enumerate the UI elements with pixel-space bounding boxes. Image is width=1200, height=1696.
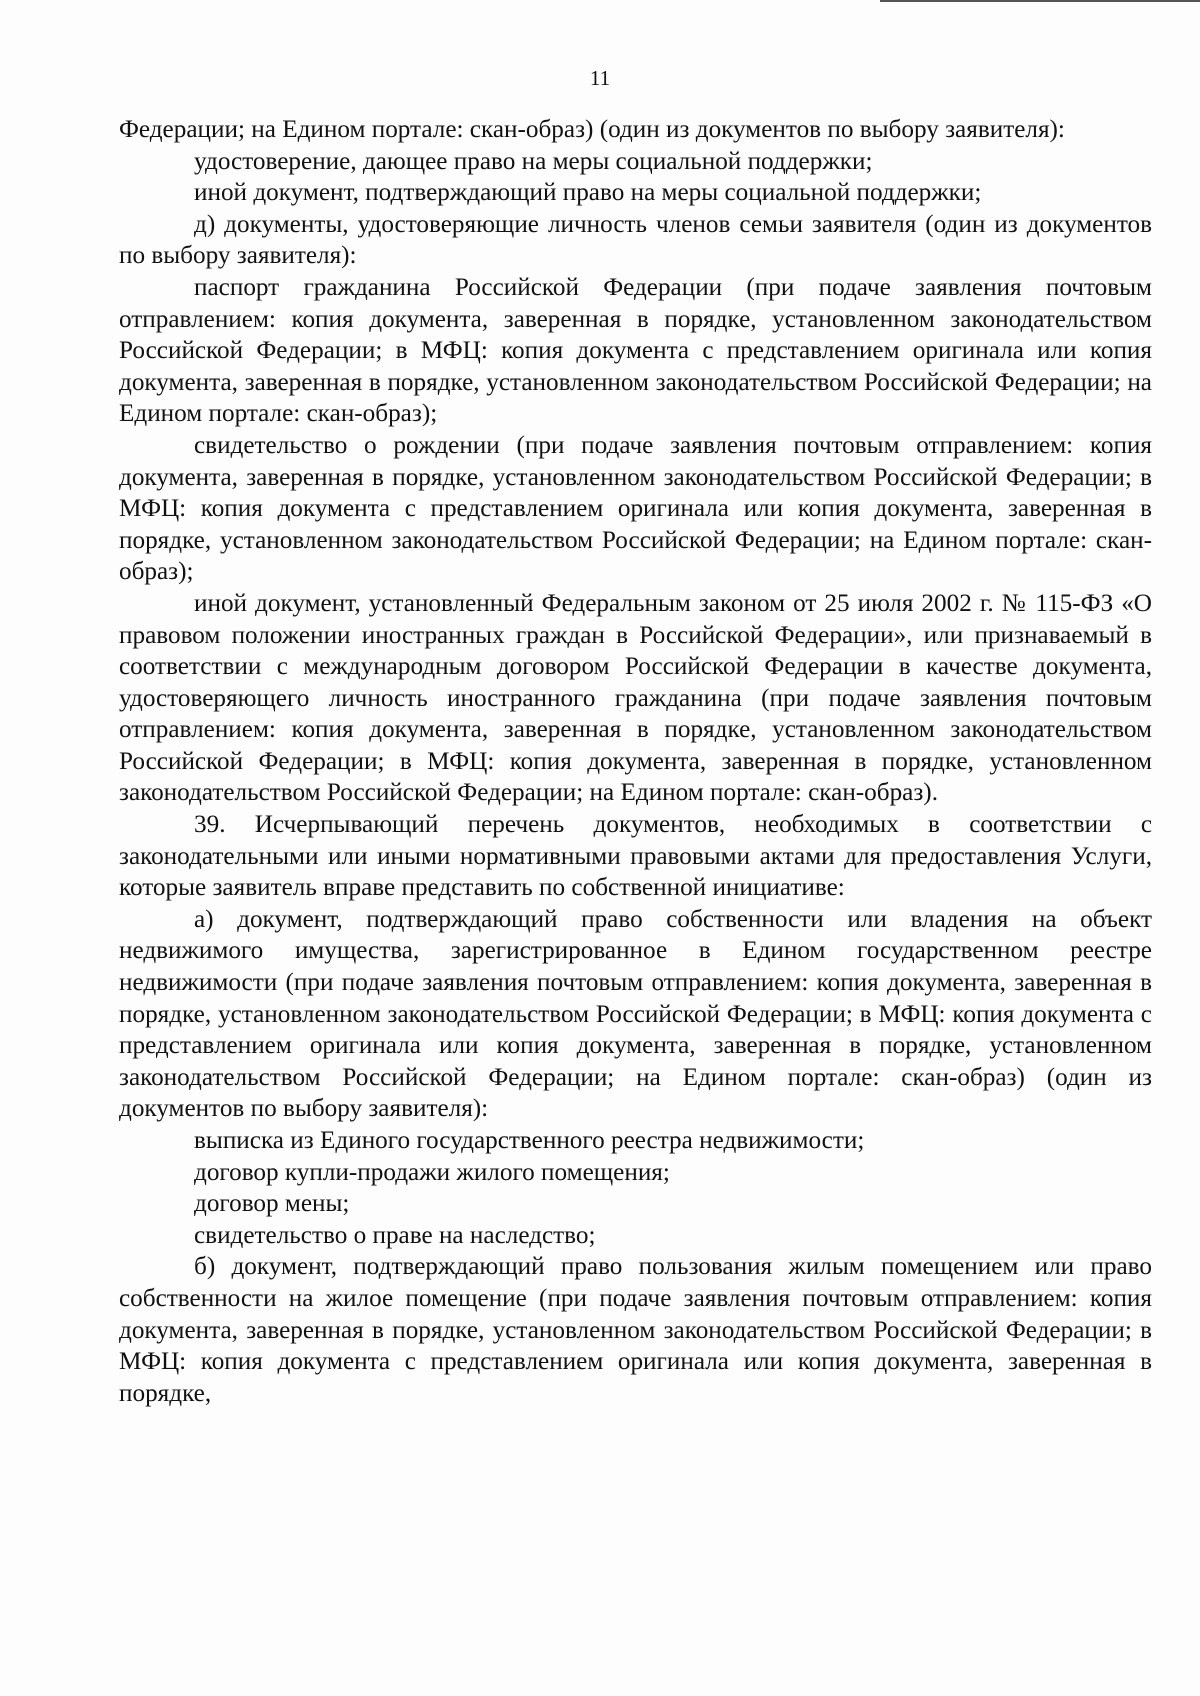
list-item: паспорт гражданина Российской Федерации (при подаче заявления почтовым отправлением: копия документа, заверенная в порядке, установленном законодательством Российской Федерации; в МФЦ: копия документа с представлением оригинала или копия документа, заверенная в порядке, установленном законодательством Российской Федерации; на Едином портале: скан-образ); (119, 273, 1152, 428)
list-item: иной документ, подтверждающий право на меры социальной поддержки; (194, 179, 982, 207)
page-number: 11 (589, 66, 611, 90)
list-item: иной документ, установленный Федеральным законом от 25 июля 2002 г. № 115-ФЗ «О правовом положении иностранных граждан в Российской Федерации», или признаваемый в соответствии с международным договором Российской Федерации в качестве документа, удостоверяющего личность иностранного гражданина (при подаче заявления почтовым отправлением: копия документа, заверенная в порядке, установленном законодательством Российской Федерации; в МФЦ: копия документа, заверенная в порядке, установленном законодательством Российской Федерации; на Едином портале: скан-образ). (119, 589, 1152, 807)
subclause-d: д) документы, удостоверяющие личность членов семьи заявителя (один из документов по выбору заявителя): (119, 210, 1152, 270)
document-body (119, 114, 1152, 1409)
list-item: выписка из Единого государственного реестра недвижимости; (194, 1127, 865, 1154)
top-edge-line (880, 0, 1200, 2)
subclause-a: а) документ, подтверждающий право собственности или владения на объект недвижимого имущества, зарегистрированное в Едином государственном реестре недвижимости (при подаче заявления почтовым отправлением: копия документа, заверенная в порядке, установленном законодательством Российской Федерации; в МФЦ: копия документа с представлением оригинала или копия документа, заверенная в порядке, установленном законодательством Российской Федерации; на Едином портале: скан-образ) (один из документов по выбору заявителя): (119, 905, 1152, 1123)
list-item: удостоверение, дающее право на меры социальной поддержки; (194, 147, 873, 175)
clause-39: 39. Исчерпывающий перечень документов, необходимых в соответствии с законодательными или иными нормативными правовыми актами для предоставления Услуги, которые заявитель вправе представить по собственной инициативе: (119, 811, 1152, 902)
list-item: договор мены; (194, 1190, 350, 1218)
paragraph-continuation: Федерации; на Едином портале: скан-образ) (один из документов по выбору заявителя): (119, 116, 1065, 143)
list-item: свидетельство о рождении (при подаче заявления почтовым отправлением: копия документа, заверенная в порядке, установленном законодательством Российской Федерации; в МФЦ: копия документа с представлением оригинала или копия документа, заверенная в порядке, установленном законодательством Российской Федерации; на Едином портале: скан-образ); (119, 431, 1152, 586)
list-item: свидетельство о праве на наследство; (194, 1221, 596, 1249)
list-item: договор купли-продажи жилого помещения; (194, 1158, 670, 1186)
subclause-b: б) документ, подтверждающий право пользования жилым помещением или право собственности на жилое помещение (при подаче заявления почтовым отправлением: копия документа, заверенная в порядке, установленном законодательством Российской Федерации; в МФЦ: копия документа с представлением оригинала или копия документа, заверенная в порядке, (119, 1253, 1152, 1407)
